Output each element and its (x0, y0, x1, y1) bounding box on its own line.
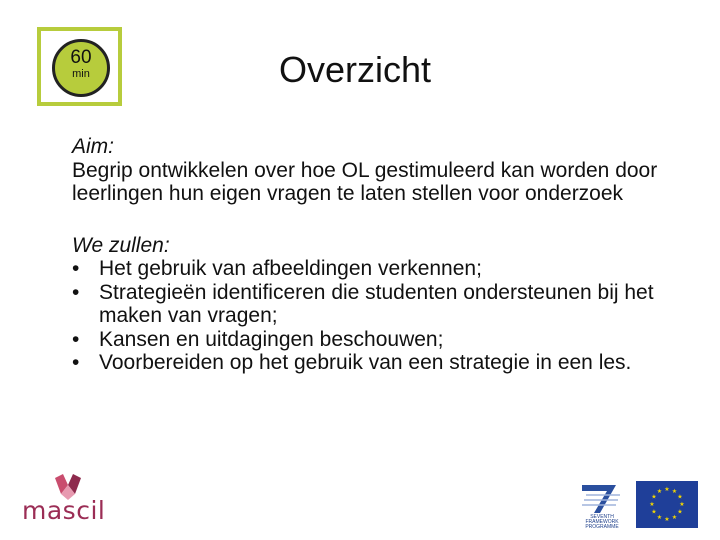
fp7-caption: SEVENTH FRAMEWORK PROGRAMME (585, 514, 619, 530)
bullet-icon: • (72, 280, 80, 304)
list-item (72, 281, 672, 328)
list-item-text: Strategieën identificeren die studenten ondersteunen bij het maken van vragen; (99, 280, 654, 327)
list-item (72, 351, 672, 375)
svg-text:★: ★ (677, 508, 683, 516)
eu-flag-icon (636, 481, 698, 528)
timer-clock-icon (52, 39, 110, 97)
mascil-logo-text: mascil (22, 496, 106, 525)
list-item (72, 328, 672, 352)
aim-heading: Aim: (72, 135, 114, 158)
svg-text:★: ★ (664, 516, 670, 523)
mascil-logo (22, 472, 122, 528)
svg-text:★: ★ (671, 514, 678, 521)
list-item (72, 257, 672, 281)
timer-unit: min (72, 68, 90, 80)
bullet-icon: • (72, 327, 80, 351)
list-item-text: Het gebruik van afbeeldingen verkennen; (99, 257, 482, 280)
svg-text:★: ★ (656, 488, 663, 495)
svg-text:★: ★ (651, 508, 657, 516)
fp7-logo (576, 481, 628, 530)
svg-text:★: ★ (664, 486, 670, 493)
svg-text:★: ★ (679, 501, 685, 508)
we-zullen-heading: We zullen: (72, 233, 170, 257)
fp7-emblem-icon (576, 481, 628, 515)
slide-content (72, 135, 672, 375)
aim-text: Begrip ontwikkelen over hoe OL gestimuleerd kan worden door leerlingen hun eigen vragen te laten stellen voor onderzoek (72, 158, 658, 205)
svg-text:★: ★ (656, 514, 663, 521)
timer-minutes: 60 (70, 47, 92, 68)
svg-text:★: ★ (651, 493, 657, 501)
bullet-icon: • (72, 351, 80, 374)
slide-title: Overzicht (278, 49, 432, 90)
bullet-list (72, 257, 672, 375)
list-item-text: Kansen en uitdagingen beschouwen; (99, 327, 444, 351)
svg-text:★: ★ (671, 488, 678, 495)
svg-text:★: ★ (649, 501, 655, 508)
svg-text:★: ★ (677, 493, 683, 501)
timer-badge (37, 27, 122, 106)
eu-stars (636, 481, 698, 528)
list-item-text: Voorbereiden op het gebruik van een strategie in een les. (99, 351, 632, 374)
bullet-icon: • (72, 257, 80, 280)
